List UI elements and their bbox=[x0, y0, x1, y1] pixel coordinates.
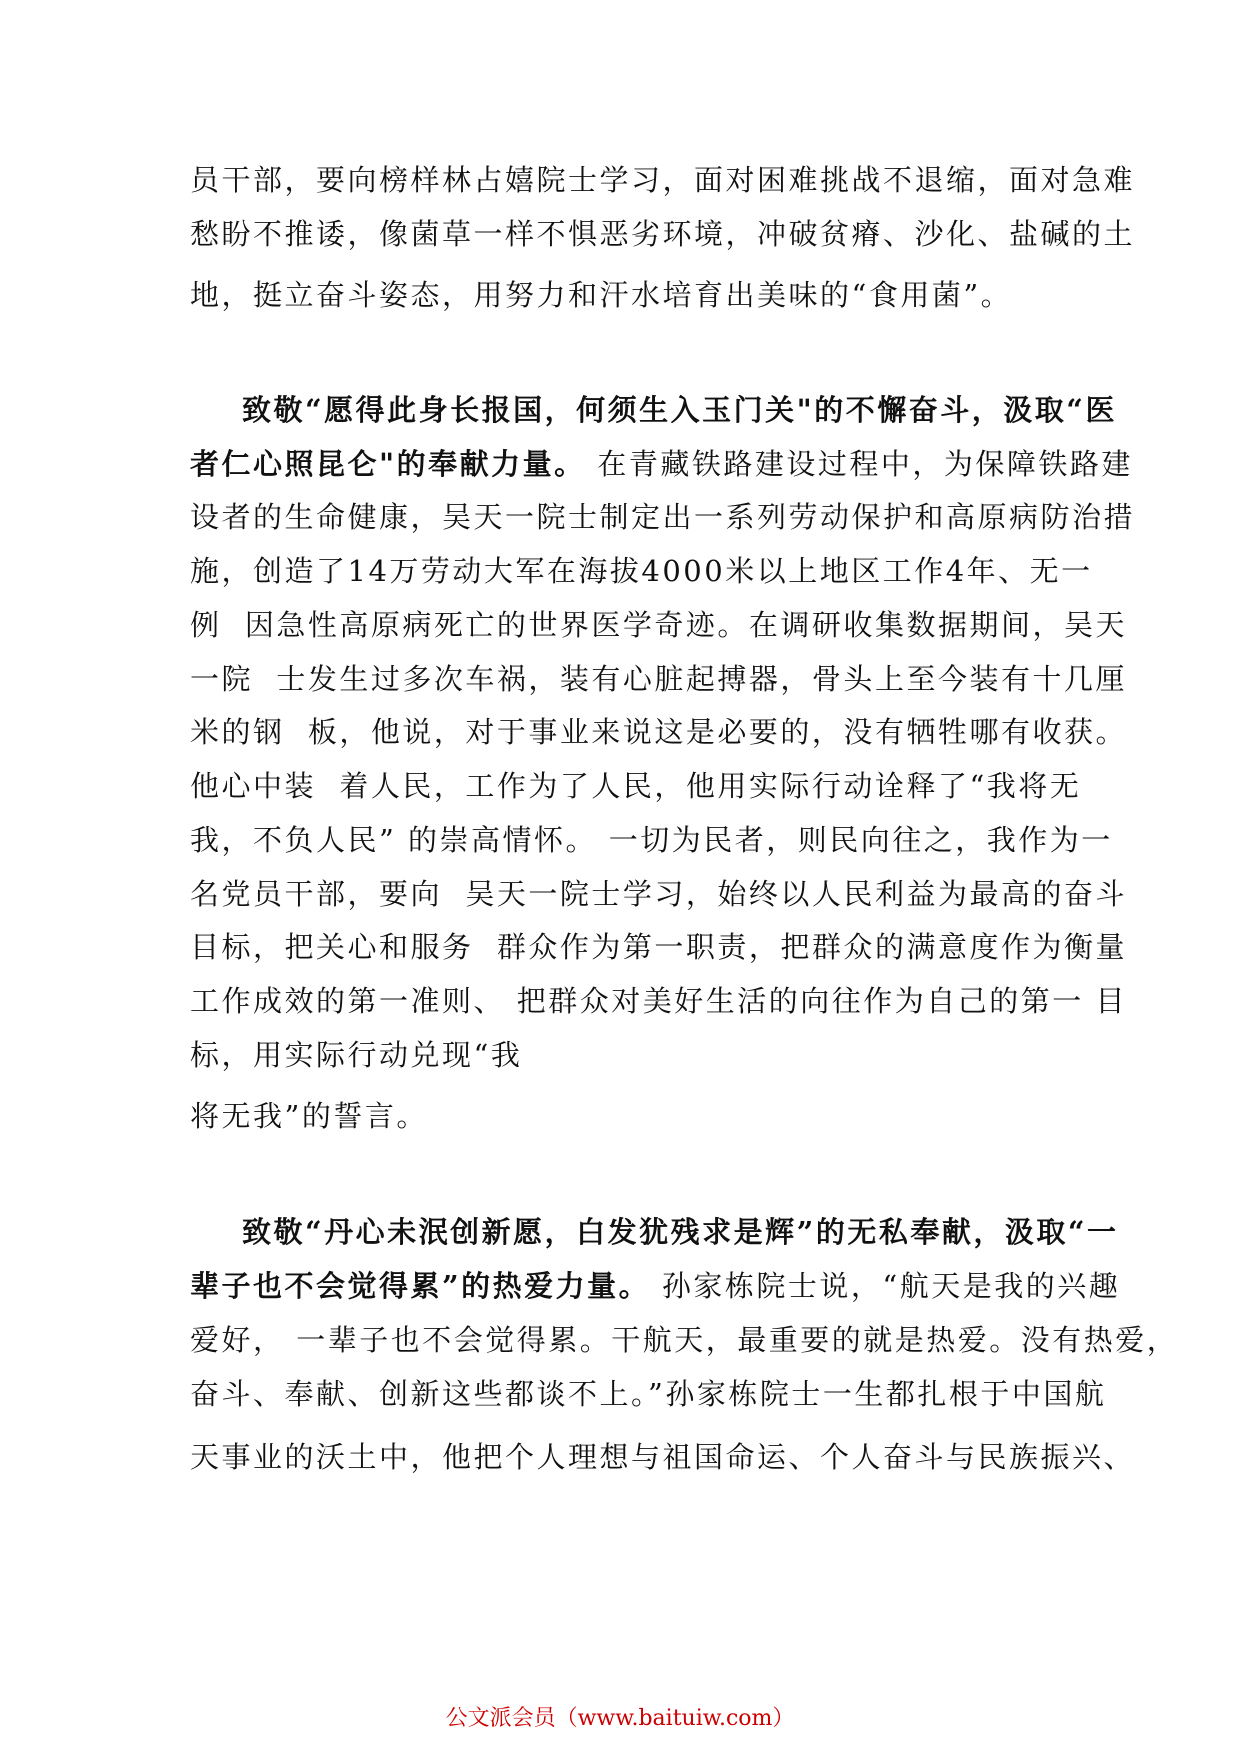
paragraph-2-heading-line-2: 者仁心照昆仑"的奉献力量。 bbox=[190, 447, 586, 481]
paragraph-3-heading-line-2: 辈子也不会觉得累”的热爱力量。 bbox=[190, 1269, 651, 1303]
paragraph-3-body-line: 奋斗、奉献、创新这些都谈不上。”孙家栋院士一生都扎根于中国航 bbox=[190, 1377, 1107, 1411]
paragraph-3-heading-line-1: 致敬“丹心未泯创新愿，白发犹残求是辉”的无私奉献，汲取“一 bbox=[242, 1215, 1119, 1249]
paragraph-2-body-line: 例 因急性高原病死亡的世界医学奇迹。在调研收集数据期间，吴天 bbox=[190, 608, 1127, 642]
paragraph-2-heading-line-1: 致敬“愿得此身长报国，何须生入玉门关"的不懈奋斗，汲取“医 bbox=[242, 393, 1117, 427]
paragraph-3-body-line: 爱好， 一辈子也不会觉得累。干航天，最重要的就是热爱。没有热爱， bbox=[190, 1323, 1179, 1357]
paragraph-3-line-2 bbox=[190, 1266, 1120, 1306]
paragraph-1-line-3: 地，挺立奋斗姿态，用努力和汗水培育出美味的“食用菌”。 bbox=[190, 278, 1013, 312]
paragraph-2-body-line: 名党员干部，要向 吴天一院士学习，始终以人民利益为最高的奋斗 bbox=[190, 877, 1127, 911]
paragraph-2-body-line: 标，用实际行动兑现“我 bbox=[190, 1038, 523, 1072]
paragraph-2-line-2-tail: 在青藏铁路建设过程中，为保障铁路建 bbox=[585, 447, 1133, 481]
paragraph-2-line-2 bbox=[190, 444, 1133, 484]
paragraph-1-line-2: 愁盼不推诿，像菌草一样不惧恶劣环境，冲破贫瘠、沙化、盐碱的土 bbox=[190, 217, 1136, 251]
footer-site-link[interactable]: 公文派会员（www.baituiw.com） bbox=[445, 1706, 795, 1731]
paragraph-2-body-line: 一院 士发生过多次车祸，装有心脏起搏器，骨头上至今装有十几厘 bbox=[190, 662, 1127, 696]
paragraph-2-body-line: 施，创造了14万劳动大军在海拔4000米以上地区工作4年、无一 bbox=[190, 554, 1093, 588]
paragraph-1-line-1: 员干部，要向榜样林占嬉院士学习，面对困难挑战不退缩，面对急难 bbox=[190, 163, 1136, 197]
paragraph-2-body-line: 他心中装 着人民，工作为了人民，他用实际行动诠释了“我将无 bbox=[190, 769, 1082, 803]
paragraph-2-body-line: 我，不负人民” 的崇高情怀。 一切为民者，则民向往之，我作为一 bbox=[190, 823, 1113, 857]
paragraph-2-body-line: 米的钢 板，他说，对于事业来说这是必要的，没有牺牲哪有收获。 bbox=[190, 715, 1127, 749]
paragraph-2-body-line: 设者的生命健康，吴天一院士制定出一系列劳动保护和高原病防治措 bbox=[190, 500, 1136, 534]
paragraph-3-body-line: 天事业的沃土中，他把个人理想与祖国命运、个人奋斗与民族振兴、 bbox=[190, 1440, 1136, 1474]
paragraph-2-body-line: 工作成效的第一准则、 把群众对美好生活的向往作为自己的第一 目 bbox=[190, 984, 1127, 1018]
paragraph-3-line-2-tail: 孙家栋院士说，“航天是我的兴趣 bbox=[650, 1269, 1121, 1303]
paragraph-2-last-line: 将无我”的誓言。 bbox=[190, 1099, 428, 1133]
paragraph-2-body-line: 目标，把关心和服务 群众作为第一职责，把群众的满意度作为衡量 bbox=[190, 930, 1127, 964]
